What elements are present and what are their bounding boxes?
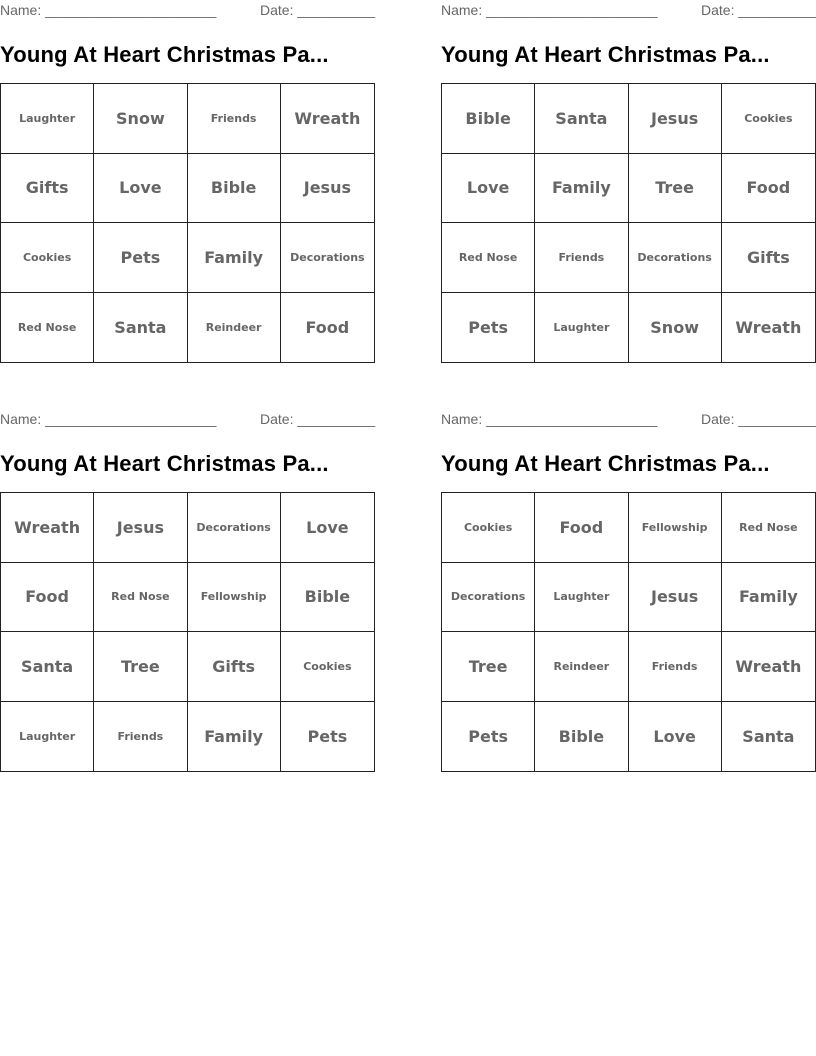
bingo-cell: Fellowship: [188, 563, 281, 633]
bingo-cell: Food: [1, 563, 94, 633]
bingo-grid: [441, 492, 816, 772]
card-title: Young At Heart Christmas Pa...: [441, 451, 770, 476]
bingo-cell: Tree: [629, 154, 722, 224]
bingo-grid: [441, 83, 816, 363]
date-field[interactable]: Date: __________: [701, 411, 816, 427]
bingo-cell: Food: [535, 493, 628, 563]
bingo-cell: Decorations: [281, 223, 374, 293]
bingo-cell: Tree: [442, 632, 535, 702]
bingo-card: [0, 409, 376, 746]
bingo-cell: Gifts: [188, 632, 281, 702]
bingo-cell: Cookies: [442, 493, 535, 563]
date-field[interactable]: Date: __________: [260, 411, 376, 427]
bingo-cell: Bible: [442, 84, 535, 154]
bingo-cell: Decorations: [442, 563, 535, 633]
bingo-cell: Gifts: [722, 223, 815, 293]
bingo-cell: Red Nose: [1, 293, 94, 363]
bingo-cell: Pets: [442, 702, 535, 772]
bingo-cell: Fellowship: [629, 493, 722, 563]
card-title: Young At Heart Christmas Pa...: [0, 451, 329, 476]
bingo-cell: Santa: [535, 84, 628, 154]
bingo-cell: Jesus: [281, 154, 374, 224]
bingo-cell: Family: [722, 563, 815, 633]
bingo-cell: Love: [94, 154, 187, 224]
date-field[interactable]: Date: __________: [260, 2, 376, 18]
bingo-cell: Family: [535, 154, 628, 224]
bingo-cell: Wreath: [735, 317, 802, 337]
bingo-cell: Decorations: [629, 223, 722, 293]
bingo-cell: Laughter: [535, 563, 628, 633]
bingo-cell: Bible: [535, 702, 628, 772]
bingo-cell: Red Nose: [94, 563, 187, 633]
bingo-cell: Cookies: [1, 223, 94, 293]
bingo-cell: Santa: [742, 726, 795, 746]
bingo-cell: Tree: [94, 632, 187, 702]
bingo-grid: [0, 492, 375, 772]
bingo-card: [441, 0, 816, 337]
bingo-cell: Red Nose: [722, 493, 815, 563]
bingo-cell: Pets: [94, 223, 187, 293]
bingo-cell: Reindeer: [535, 632, 628, 702]
bingo-cell: Reindeer: [188, 293, 281, 363]
bingo-cell: Santa: [94, 293, 187, 363]
bingo-cell: Bible: [281, 563, 374, 633]
bingo-cell: Laughter: [1, 702, 94, 772]
bingo-cell: Friends: [535, 223, 628, 293]
bingo-cell: Friends: [629, 632, 722, 702]
bingo-cell: Family: [188, 223, 281, 293]
bingo-cell: Food: [305, 317, 350, 337]
card-title: Young At Heart Christmas Pa...: [0, 42, 329, 67]
name-field[interactable]: Name: ______________________: [0, 411, 217, 427]
name-date-line: [441, 0, 816, 22]
bingo-cell: Wreath: [1, 493, 94, 563]
name-date-line: [0, 409, 375, 431]
card-title: Young At Heart Christmas Pa...: [441, 42, 770, 67]
name-field[interactable]: Name: ______________________: [0, 2, 217, 18]
bingo-cell: Jesus: [629, 563, 722, 633]
bingo-cell: Santa: [1, 632, 94, 702]
bingo-cell: Laughter: [535, 293, 628, 363]
bingo-card: [0, 0, 376, 337]
bingo-cell: Laughter: [1, 84, 94, 154]
bingo-cell: Love: [442, 154, 535, 224]
bingo-cell: Cookies: [281, 632, 374, 702]
bingo-cell: Red Nose: [442, 223, 535, 293]
bingo-cell: Decorations: [188, 493, 281, 563]
bingo-cell: Bible: [188, 154, 281, 224]
bingo-cell: Wreath: [722, 632, 815, 702]
bingo-cell: Pets: [442, 293, 535, 363]
name-date-line: [441, 409, 816, 431]
bingo-cell: Love: [629, 702, 722, 772]
bingo-cell: Family: [188, 702, 281, 772]
bingo-cell: Gifts: [1, 154, 94, 224]
bingo-cell: Cookies: [722, 84, 815, 154]
bingo-cell: Jesus: [629, 84, 722, 154]
bingo-cell: Wreath: [281, 84, 374, 154]
bingo-cell: Pets: [307, 726, 348, 746]
name-date-line: [0, 0, 375, 22]
name-field[interactable]: Name: ______________________: [441, 411, 658, 427]
bingo-cell: Jesus: [94, 493, 187, 563]
bingo-cell: Snow: [629, 293, 722, 363]
bingo-cell: Friends: [94, 702, 187, 772]
bingo-cell: Snow: [94, 84, 187, 154]
bingo-cell: Friends: [188, 84, 281, 154]
bingo-cell: Love: [281, 493, 374, 563]
name-field[interactable]: Name: ______________________: [441, 2, 658, 18]
bingo-card: [441, 409, 816, 746]
bingo-grid: [0, 83, 375, 363]
date-field[interactable]: Date: __________: [701, 2, 816, 18]
bingo-cell: Food: [722, 154, 815, 224]
